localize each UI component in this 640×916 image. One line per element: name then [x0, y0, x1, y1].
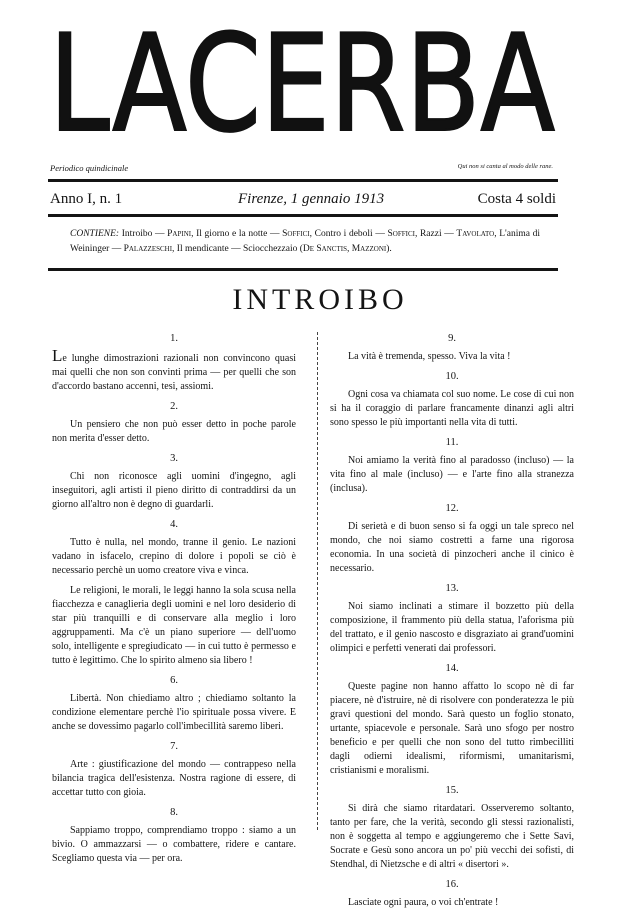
- issue-price: Costa 4 soldi: [477, 191, 556, 207]
- motto: Qui non si canta al modo delle rane.: [457, 163, 553, 170]
- contents-label: CONTIENE:: [70, 229, 120, 239]
- paragraph: Le lunghe dimostrazioni razionali non convincono quasi mai quelli che non son convinti prima — per quelli che son d'accordo bastano accenni, tesi, assiomi.: [52, 346, 296, 392]
- table-of-contents: CONTIENE: Introibo — Papini, Il giorno e la notte — Soffici, Contro i deboli — Soffici, Razzi — Tavolato, L'anima di Weininger — Palazzeschi, Il mendicante — Sciocchezzaio (De Sanctis, Mazzoni).: [70, 229, 540, 254]
- section-number: 6.: [170, 675, 178, 686]
- section-number: 2.: [170, 401, 178, 412]
- section-number: 4.: [170, 519, 178, 530]
- top-rule: [48, 179, 558, 182]
- author-tavolato: Tavolato: [456, 229, 495, 239]
- drop-cap: L: [52, 346, 63, 365]
- paragraph: Lasciate ogni paura, o voi ch'entrate !: [348, 897, 499, 908]
- paragraph: Noi siamo inclinati a stimare il bozzetto più della composizione, il frammento più della statua, l'aforisma più del trattato, e il genio nascosto e disgraziato ai grand'uomini olimpici e perfetti venerati dai professori.: [330, 601, 574, 654]
- author-palazzeschi: Palazzeschi: [123, 244, 173, 254]
- author-papini: Papini: [167, 229, 192, 239]
- author-desanctis-mazzoni: De Sanctis, Mazzoni: [302, 244, 387, 254]
- section-number: 15.: [445, 785, 459, 796]
- section-number: 10.: [445, 371, 459, 382]
- section-number: 13.: [445, 583, 459, 594]
- paragraph: Queste pagine non hanno affatto lo scopo nè di far piacere, nè d'istruire, nè di risolvere con ponderatezza le più gravi questioni del mondo. Sarà questo un foglio stonato, urtante, spiacevole e personale. Sarà uno sfogo per nostro beneficio e per quelli che non sono del tutto rimbecilliti dagli odierni idealismi, riformismi, umanitarismi, cristianismi e moralismi.: [330, 681, 574, 776]
- section-number: 1.: [170, 333, 178, 344]
- paragraph: Chi non riconosce agli uomini d'ingegno, agli inseguitori, agli artisti il pieno diritto di contraddirsi da un giorno all'altro non è degno di guardarli.: [52, 471, 296, 510]
- paragraph: La vità è tremenda, spesso. Viva la vita !: [348, 351, 511, 362]
- paragraph: Di serietà e di buon senso si fa oggi un tale spreco nel mondo, che noi siamo costretti a farne una rigorosa economia. In una società di pinzocheri anche il cinico è necessario.: [330, 521, 574, 574]
- masthead: [48, 6, 556, 162]
- author-soffici: Soffici: [282, 229, 310, 239]
- paragraph: Si dirà che siamo ritardatari. Osserveremo soltanto, tanto per fare, che la verità, secondo gli stessi razionalisti, non è soggetta al tempo e aggiungeremo che i Sette Savi, Socrate e Gesù sono ancora un po' più vecchi dei sofisti, di Stendhal, di Nietzsche e di altri « disertori ».: [330, 803, 574, 870]
- section-number: 12.: [445, 503, 459, 514]
- paragraph: Un pensiero che non può esser detto in poche parole non merita d'esser detto.: [52, 419, 296, 444]
- paragraph: Libertà. Non chiediamo altro ; chiediamo soltanto la condizione elementare perchè l'io spirituale possa vivere. E anche se dovessimo pagarlo coll'imbecillità saremo liberi.: [52, 693, 296, 732]
- column-right: [330, 332, 574, 916]
- column-left: [52, 332, 296, 872]
- issue-date: Firenze, 1 gennaio 1913: [238, 191, 385, 207]
- author-soffici: Soffici: [387, 229, 415, 239]
- info-rule: [48, 214, 558, 217]
- subheader: [50, 163, 555, 175]
- paragraph: Le religioni, le morali, le leggi hanno la sola scusa nella fiacchezza e canaglieria degli uomini e nel loro desiderio di star più tranquilli e di conservare alla meglio i loro aggruppamenti. Ma c'è un piano superiore — dell'uomo solo, intelligente e spregiudicato — in cui tutto è permesso e tutto è legittimo. Che lo spirito almeno sia libero !: [52, 585, 296, 666]
- section-number: 16.: [445, 879, 459, 890]
- svg-text:LACERBA: LACERBA: [49, 6, 555, 162]
- paragraph: Noi amiamo la verità fino al paradosso (incluso) — la vita fino al male (incluso) — e l'arte fino alla stranezza (inclusa).: [330, 455, 574, 494]
- issue-number: Anno I, n. 1: [50, 191, 123, 207]
- paragraph: Ogni cosa va chiamata col suo nome. Le cose di cui non si ha il coraggio di parlare francamente dinanzi agli altri sono spesso le più importanti nella vita di tutti.: [330, 389, 574, 428]
- periodicity: Periodico quindicinale: [50, 163, 129, 173]
- section-number: 3.: [170, 453, 178, 464]
- issue-info: [50, 191, 556, 211]
- contents-rule: [48, 268, 558, 271]
- article-title: INTROIBO: [232, 283, 408, 316]
- section-number: 7.: [170, 741, 178, 752]
- section-number: 9.: [448, 333, 456, 344]
- section-number: 14.: [445, 663, 459, 674]
- paragraph: Arte : giustificazione del mondo — contrappeso nella bilancia tragica dell'esistenza. Nostra ragione di essere, di accettar tutto con gioia.: [52, 759, 296, 798]
- paragraph: Tutto è nulla, nel mondo, tranne il genio. Le nazioni vadano in isfacelo, crepino di dolore i popoli se ciò è necessario perchè un uomo creatore viva e vinca.: [52, 537, 296, 576]
- masthead-logo: [48, 6, 556, 162]
- column-divider: [317, 332, 318, 830]
- paragraph: Sappiamo troppo, comprendiamo troppo : siamo a un bivio. O ammazzarsi — o combattere, ridere e cantare. Scegliamo questa via — per ora.: [52, 825, 296, 864]
- section-number: 11.: [445, 437, 459, 448]
- section-number: 8.: [170, 807, 178, 818]
